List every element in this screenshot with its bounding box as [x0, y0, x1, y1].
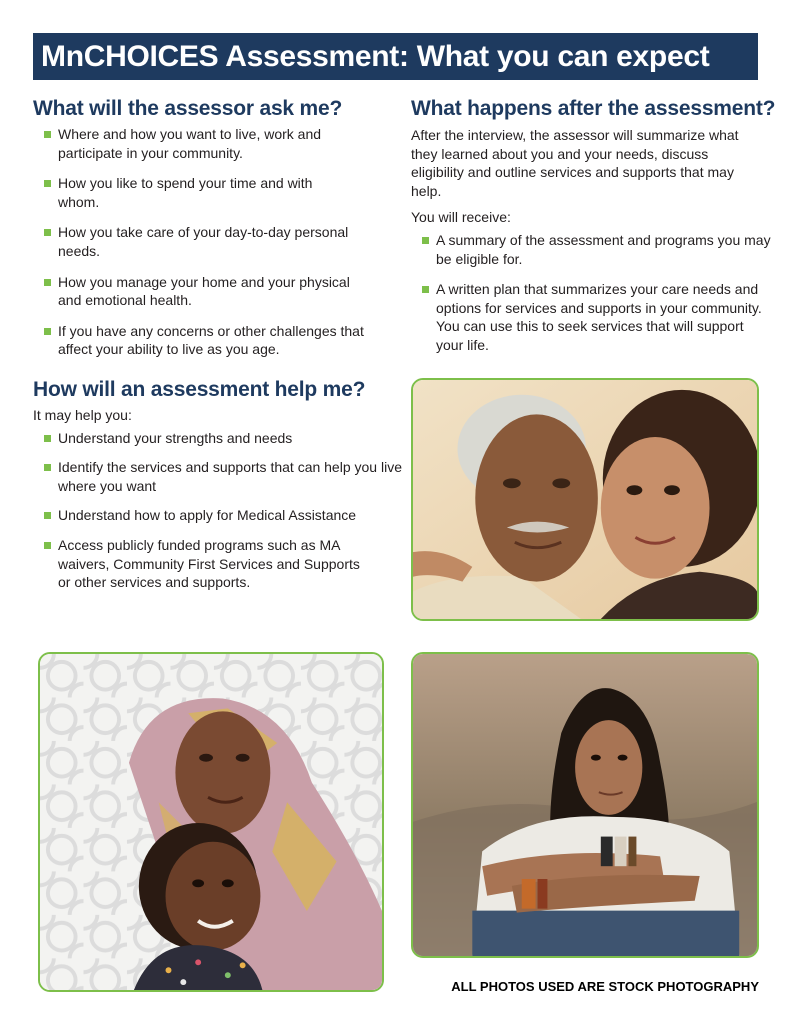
help-intro: It may help you:	[33, 407, 132, 423]
bullet-square-icon	[44, 464, 51, 471]
page-title: MnCHOICES Assessment: What you can expect	[41, 40, 710, 73]
list-item-text: Where and how you want to live, work and participate in your community.	[58, 126, 322, 161]
help-section	[33, 377, 402, 592]
photo-grandfather-girl	[411, 378, 759, 621]
list-item-text: Understand your strengths and needs	[58, 429, 293, 446]
list-item	[411, 280, 771, 354]
list-item	[411, 231, 781, 268]
page-banner	[33, 33, 758, 80]
list-item-text: A summary of the assessment and programs you may be eligible for.	[436, 231, 771, 267]
receive-list	[411, 231, 771, 355]
bullet-square-icon	[44, 131, 51, 138]
bullet-square-icon	[44, 512, 51, 519]
list-item-text: Access publicly funded programs such as MA waivers, Community First Services and Supports or other services and supports.	[58, 536, 360, 591]
photo-caption: ALL PHOTOS USED ARE STOCK PHOTOGRAPHY	[451, 979, 759, 994]
photo-mother-daughter	[38, 652, 384, 992]
photo-young-man	[411, 652, 759, 958]
bullet-square-icon	[44, 229, 51, 236]
bullet-square-icon	[44, 180, 51, 187]
list-item	[33, 536, 370, 592]
list-item	[33, 458, 403, 495]
bullet-square-icon	[44, 328, 51, 335]
list-item	[33, 506, 413, 525]
list-item-text: Identify the services and supports that can help you live where you want	[58, 459, 402, 494]
ask-section	[33, 96, 383, 359]
list-item	[33, 125, 373, 162]
list-item	[33, 273, 353, 310]
receive-label: You will receive:	[411, 209, 511, 226]
list-item-text: How you take care of your day-to-day personal needs.	[58, 224, 349, 259]
list-item-text: A written plan that summarizes your care needs and options for services and supports in your community. You can use this to seek services that will support your life.	[436, 281, 762, 353]
after-section	[411, 96, 776, 355]
after-heading: What happens after the assessment?	[411, 97, 776, 120]
ask-heading: What will the assessor ask me?	[33, 97, 343, 120]
list-item	[33, 429, 408, 448]
bullet-square-icon	[44, 279, 51, 286]
help-heading: How will an assessment help me?	[33, 378, 366, 401]
list-item-text: Understand how to apply for Medical Assistance	[58, 507, 357, 524]
bullet-square-icon	[44, 542, 51, 549]
ask-list	[33, 125, 383, 359]
list-item-text: How you manage your home and your physical and emotional health.	[58, 273, 350, 309]
after-paragraph: After the interview, the assessor will summarize what they learned about you and your needs, discuss eligibility and outline services and supports that may help.	[411, 127, 739, 199]
help-list	[33, 429, 402, 592]
list-item	[33, 223, 353, 260]
list-item-text: If you have any concerns or other challenges that affect your ability to live as you age.	[58, 322, 364, 358]
bullet-square-icon	[44, 435, 51, 442]
list-item	[33, 174, 348, 211]
list-item	[33, 322, 388, 359]
list-item-text: How you like to spend your time and with whom.	[58, 175, 313, 210]
bullet-square-icon	[422, 237, 429, 244]
bullet-square-icon	[422, 286, 429, 293]
